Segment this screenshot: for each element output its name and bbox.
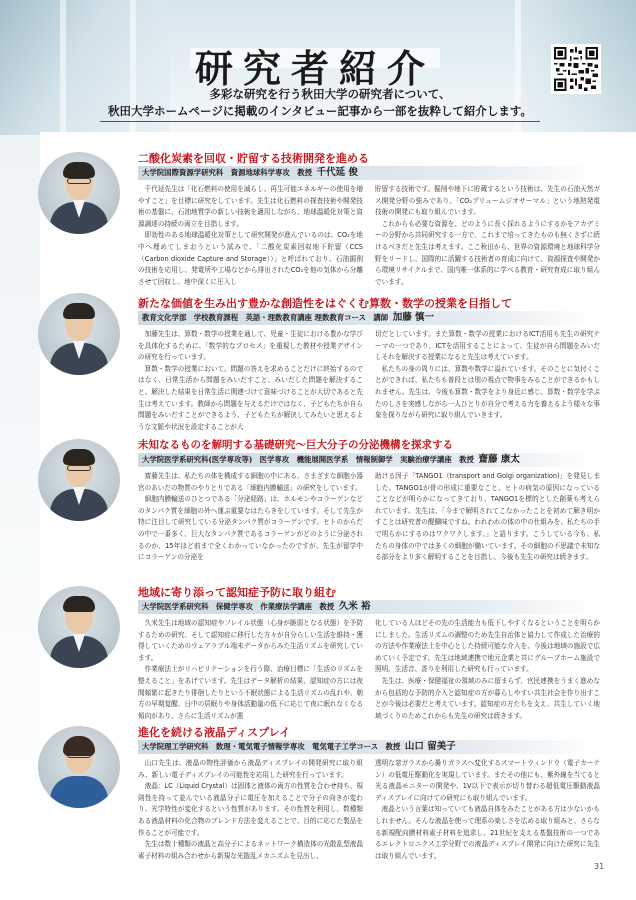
section-title: 進化を続ける液晶ディスプレイ [138,724,290,742]
subtitle-line-1: 多彩な研究を行う秋田大学の研究者について、 [209,87,451,101]
header-decor-stripe [60,0,66,135]
affiliation-bar [138,453,598,467]
glasses-icon [67,752,91,758]
paragraph: 千代延先生は「化石燃料の使用を減らし、再生可能エネルギーの使用を増やすこと」を目標に研究をしています。先生は化石燃料の探査技術や開発技術の基盤に、石油地質学の新しい技術を適用しながら、地球温暖化対策と資源調達の持続の両立を目指します。 [138,185,363,228]
article-column-left [138,758,363,862]
researcher-photo [38,152,120,234]
affiliation-text: 大学院医学系研究科 保健学専攻 作業療法学講座 教授 [142,602,335,611]
researcher-photo [38,586,120,668]
section-title: 地域に寄り添って認知症予防に取り組む [138,584,336,602]
article-column-right [375,471,600,564]
paragraph: 透明な窓ガラスから曇りガラスへ変化するスマートウィンドウ（電子カーテン）の低電圧駆動化を実現しています。またその他にも、紫外線を当てると光る液晶モニターの開発や、1V以下で表示が切り替わる超低電圧駆動液晶ディスプレイに向けての研究にも取り組んでいます。 [375,759,600,802]
article-body [138,329,600,433]
paragraph: 細胞内膜輸送のひとつである「分泌経路」は、ホルモンやコラーゲンなどのタンパク質を細胞の外へ運ぶ重要なはたらきをしています。そして先生が特に注目して研究している分泌タンパク質がコラーゲンです。ヒトのからだの中で一番多く、巨大なタンパク質であるコラーゲンがどのように分泌されるのか、15年ほど前まで全くわかっていなかったのですが、先生が留学中にコラーゲンの分泌を [138,495,363,562]
affiliation-bar [138,740,598,754]
article-column-left [138,329,363,433]
affiliation-text: 大学院医学系研究科(医学専攻等) 医学専攻 機能展開医学系 情報制御学 実験治療学講座 教授 [142,455,474,464]
article-body [138,758,600,862]
paragraph: これからも必要な資源を、どのように長く採れるようにするかをアカデミーの分野から共同研究する一方で、これまで培ってきたものも無くさずに続けるべきだと先生は考えます。ここ秋田から、世界の資源環境と地球科学分野をリードし、国際的に活躍する技術者の育成に向けて、資源探査や開発から環境リサイクルまで、国内唯一体系的に学べる教育・研究育成に取り組んでいます。 [375,219,600,286]
researcher-name: 齋藤 康太 [478,454,520,465]
glasses-icon [67,465,91,471]
article-column-left [138,471,363,564]
researcher-photo [38,293,120,375]
photo-figure-hair [63,596,95,612]
paragraph: 齋藤先生は、私たちの体を構成する細胞の中にある、さまざまな細胞小器官のあいだの物質のやりとりである「細胞内膜輸送」の研究をしています。 [138,472,363,492]
affiliation-text: 大学院国際資源学研究科 資源地球科学専攻 教授 [142,168,312,177]
subtitle-line-2: 秋田大学ホームページに掲載のインタビュー記事から一部を抜粋して紹介します。 [100,103,540,122]
qr-code-icon[interactable] [551,44,601,94]
paragraph: 化している人ほどその先の生活能力も低下しやすくなるということを明らかにしました。生活リズムの調整のため先生自治体と協力して作成した治療的の方法や作業療法士を中心とした持続可能な介入を、今後は地域の施設で広めていく予定です。先生は地域連携で地元企業と共にグループホーム施設で照明、生活音、香りを利用した研究も行っています。 [375,619,600,674]
article-column-right [375,618,600,722]
paragraph: 液晶という言葉は知っていても液晶自体をみたことがある方は少ないかもしれません。そんな液晶を使って理系の楽しさを広める取り組みと、さらなる新規配向膜材料素子材料を追求し、21世紀を支える基盤技術の一つであるエレクトロニクス工学分野での液晶ディスプレイ開発に向けた研究に先生は取り組んでいます。 [375,805,600,860]
page-number: 31 [594,862,605,871]
article-column-left [138,618,363,722]
article-body [138,471,600,564]
researcher-name: 千代延 俊 [316,167,358,178]
affiliation-bar [138,166,598,180]
article-column-right [375,184,600,288]
researcher-name: 久米 裕 [338,601,371,612]
affiliation-bar [138,600,598,614]
article-column-right [375,758,600,862]
page-title: 研究者紹介 [194,46,435,91]
article-body [138,618,600,722]
article-column-left [138,184,363,288]
page-subtitle [100,86,540,122]
article-column-right [375,329,600,433]
paragraph: 先生は数十種類の液晶と高分子によるネットワーク構造体の光散乱型液晶素子材料の組み合わせから新規な光散乱メカニズムを見出し、 [138,840,363,860]
glasses-icon [67,178,91,184]
paragraph: 私たちの身の周りには、算数や数学に溢れています。そのことに気付くことができれば、私たちも普段とは別の視点で物事をみることができるかもしれません。先生は、今後も算数・数学をより身近に感じ、算数・数学を学ぶたのしさを実感しながら一人ひとりが自分で考える力を養えるよう様々な事象を探りながら研究に取り組んでいきます。 [375,364,600,420]
paragraph: 先生は、医療・保健福祉の領域のみに留まらず、官民連携をうまく進めながら包括的な予防的介入と認知症の方が暮らしやすい共生社会を作り出すことが今後は必要だと考えています。認知症の方たちを支え、共生していく地域づくりのためこれからも先生の研究は続きます。 [375,676,600,720]
paragraph: 助ける因子「TANGO1（transport and Golgi organization)」を発見しました。TANGO1が骨の形成に重要なこと、ヒトの病気の原因になっていることなどが明らかになってきており、TANGO1を標的とした創薬も考えられています。先生は、「今まで解明されてこなかったことを初めて解き明かすことは研究者の醍醐味ですね。われわれの体の中の仕組みを、私たちの手で明らかにするのはワクワクします。」と語ります。こうしている今も、私たちの身体の中では多くの細胞が働いています。その細胞の不思議で未知なる部分をより多く解明することを目指し、今後も先生の研究は続きます。 [375,472,600,562]
researcher-name: 加藤 慎一 [392,312,434,323]
paragraph: 作業療法士がリハビリテーションを行う際、治療目標に「生活のリズムを整えること」をあげています。先生はデータ解析の結果、認知症の方には夜間頻繁に起きたり徘徊したりという不眠状態による生活リズムの乱れや、朝方の早期覚醒、日中の居眠りや身体活動量の低下に応じて夜に眠れなくなる傾向があり、さらに生活リズムが悪 [138,665,363,720]
affiliation-bar [138,311,598,325]
paragraph: 加藤先生は、算数・数学の授業を通して、児童・生徒における豊かな学びを具体化するために、「数学的なプロセス」を重視した教材や授業デザインの研究を行っています。 [138,330,363,362]
paragraph: 切だとしています。また算数・数学の授業におけるICT活用も先生の研究テーマの一つであり、ICTを活用することによって、生徒が自ら問題をみいだしそれを解決する授業になると先生は考えています。 [375,330,600,362]
photo-figure-hair [63,449,95,465]
paragraph: 久米先生は地域の認知症やフレイル状態（心身が脆弱となる状態）を予防するための研究、そして認知症に移行した方々が自分らしい生活を維持・獲得していくためのウェアラブル端末データからみた生活リズムを研究しています。 [138,619,363,662]
photo-figure-body [50,776,108,808]
photo-figure-hair [63,303,95,319]
section-title: 新たな価値を生み出す豊かな創造性をはぐくむ算数・数学の授業を目指して [138,295,512,313]
paragraph: 液晶：LC（Liquid Crystal）は固体と液体の両方の性質を合わせ持ち、規則性を持って並んでいる液晶分子に電圧を加えることで分子の向きが変わり、光学特性が変化するという性質があります。その性質を利用し、数種類ある液晶材料の化合物のブレンド方法を変えることで、目的に応じた製品を作ることが可能です。 [138,782,363,837]
photo-figure-hair [63,162,95,178]
section-title: 二酸化炭素を回収・貯留する技術開発を進める [138,150,369,168]
header-banner [0,0,636,135]
side-decor-strip [0,135,40,900]
section-title: 未知なるものを解明する基礎研究〜巨大分子の分泌機構を探求する [138,437,453,454]
paragraph: 山口先生は、液晶の物性評価から液晶ディスプレイの開発研究に取り組み、新しい電子ディスプレイの可能性を応用した研究を行っています。 [138,759,363,779]
affiliation-text: 大学院理工学研究科 数理・電気電子情報学専攻 電気電子工学コース 教授 [142,742,401,751]
researcher-name: 山口 留美子 [404,741,456,752]
paragraph: 算数・数学の授業において、問題の答えを求めることだけに終始するのではなく、日常生活から問題をみいだすこと、みいだした問題を解決すること、解決した結果を日常生活に関連づけて意味づけることが大切であると先生は考えています。教師から問題を与えるだけではなく、子どもたちが自ら問題をみいだすことができるよう、子どもたちが解決してみたいと思えるような文脈や状況を設定することが大 [138,364,363,431]
paragraph: 即効性のある地球温暖化対策として研究開発が進んでいるのは、CO₂を地中へ埋めてしまおうという試みで、「二酸化炭素回収地下貯留（CCS（Carbon dioxide Capture and Storage））」と呼ばれており、石油掘削の技術を応用し、発電所や工場などから排出されたCO₂を他の気体から分離させて回収し、地中深くに圧入し [138,231,363,286]
researcher-photo [38,726,120,808]
paragraph: 貯留する技術です。掘削や地下に貯蔵するという技術は、先生の石油天然ガス開発分野の強みであり、「CO₂プリュームジオサーマル」という地熱発電技術の開発にも取り組んでいます。 [375,185,600,217]
article-body [138,184,600,288]
researcher-photo [38,439,120,521]
affiliation-text: 教育文化学部 学校教育課程 英語・理数教育講座 理数教育コース 講師 [142,313,389,322]
